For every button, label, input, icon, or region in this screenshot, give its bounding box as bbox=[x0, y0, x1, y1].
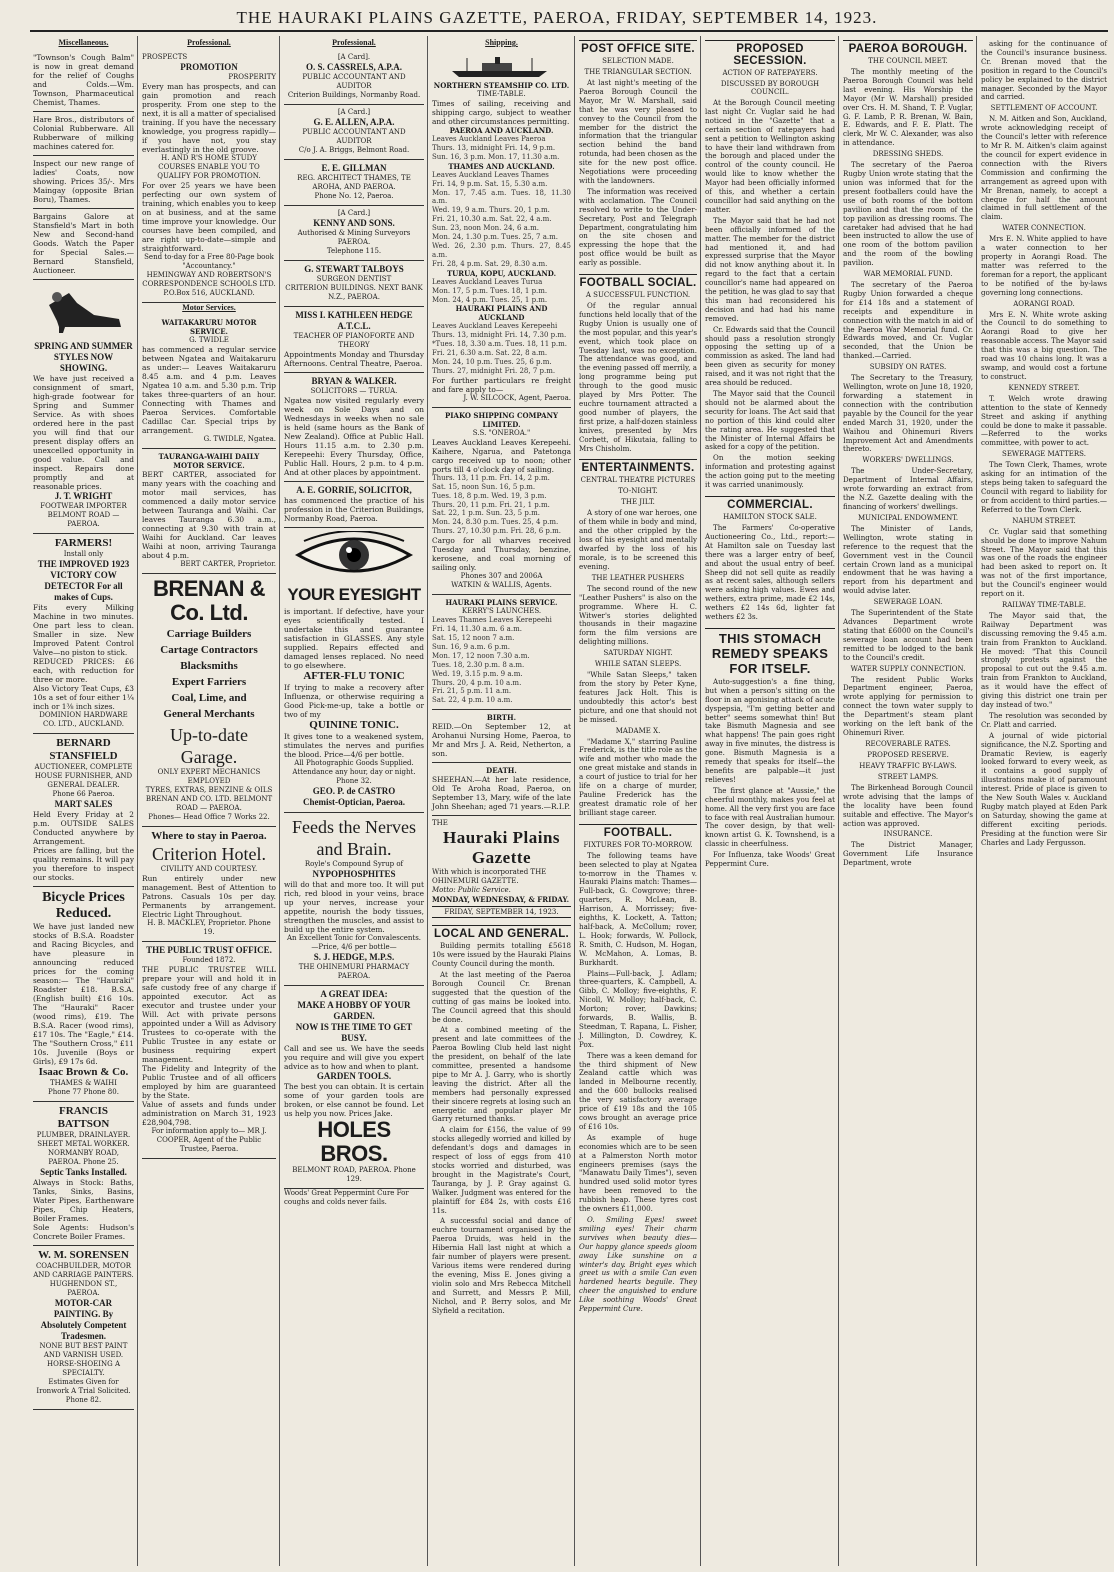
further: For further particulars re freight and fare apply to— bbox=[432, 375, 571, 394]
ad-horseshoeing: HORSE-SHOEING A SPECIALTY. bbox=[46, 1360, 121, 1377]
column-rule bbox=[838, 36, 839, 1566]
article-paragraph: The Secretary to the Treasury, Wellington, wrote on June 18, 1920, forwarding a statement in connection with the contribution payable by the Council for the year ended March 31, 1920, under the Waihou and Ohinemuri Rivers Improvement Act and Amendments thereto. bbox=[843, 373, 973, 454]
subhead: SEWERAGE MATTERS. bbox=[1002, 450, 1086, 459]
ad-isaac-sub: THAMES & WAIHI bbox=[49, 1079, 118, 1087]
subhead: STREET LAMPS. bbox=[877, 772, 939, 781]
ad-kenny-sub: Authorised & Mining Surveyors PAEROA. bbox=[297, 229, 411, 246]
local-general-title: LOCAL AND GENERAL. bbox=[432, 925, 571, 942]
article-paragraph: The Farmers' Co-operative Auctioneering Co., Ltd., report:— At Hamilton sale on Tuesday last there was a larger entry of beef, and about the usual entry of beef. Sheep did not sell quite as readily as at recent sales, although sellers were asking high values. Ewes and wethers, extra prime, made £2 14s, wethers £2 14s 6d, lighter fat wethers £2 3s. bbox=[705, 522, 835, 622]
ad-estimates: Estimates Given for Ironwork A Trial Solicited. bbox=[36, 1378, 131, 1395]
article-paragraph: The Superintendent of the State Advances Department wrote stating that £6000 on the Council's sewerage loan account had been remitted to be lodged to the bank to the Council's credit. bbox=[843, 608, 973, 662]
subhead: AORANGI ROAD. bbox=[1013, 299, 1075, 308]
ad-hobby: MAKE A HOBBY OF YOUR GARDEN. bbox=[297, 1000, 411, 1021]
ad-battson-name: FRANCIS BATTSON bbox=[57, 1105, 110, 1130]
secession-sub: ACTION OF RATEPAYERS. bbox=[722, 69, 818, 77]
ad-holes-addr: BELMONT ROAD, PAEROA. Phone 129. bbox=[292, 1166, 416, 1183]
ad-allen: G. E. ALLEN, A.P.A. bbox=[313, 117, 395, 127]
brenan-line: Expert Farriers bbox=[171, 676, 247, 688]
post-office-tri: THE TRIANGULAR SECTION. bbox=[584, 68, 692, 76]
timetable-note: Times of sailing, receiving and shipping cargo, subject to weather and other circumstances permitting. bbox=[432, 99, 571, 126]
ad-waitakaruru: WAITAKARURU MOTOR SERVICE. bbox=[161, 318, 257, 336]
column-rule bbox=[279, 36, 280, 1566]
article-paragraph: Mrs E. N. White wrote asking the Council to do something to Aorangi Road to give her reasonable access. The Mayor said that this was a big question. The road was 10 chains long. It was a swamp, and would cost a fortune to construct. bbox=[981, 309, 1107, 381]
article-paragraph: A claim for £156, the value of 99 stocks allegedly worried and killed by defendant's dogs and damages in respect of loss of eggs from 410 stocks worried and disturbed, was brought in the Magistrate's Court, Tauranga, by J. P. Gray against G. Walker. Judgment was entered for the plaintiff for £84 2s, with costs £16 11s. bbox=[432, 1125, 571, 1215]
ad-bryan-sub: SOLICITORS — TURUA. bbox=[310, 387, 398, 395]
section-heading: Motor Services. bbox=[182, 303, 236, 312]
ad-nowtime: NOW IS THE TIME TO GET BUSY. bbox=[295, 1022, 413, 1043]
borough-title: PAEROA BOROUGH. bbox=[843, 40, 973, 57]
ad-townson: "Townson's Cough Balm" is now in great demand for the relief of Coughs and Colds.—Wm. Townson, Pharmaceutical Chemist, Thames. bbox=[33, 53, 134, 107]
subhead: RECOVERABLE RATES. bbox=[865, 739, 951, 748]
brenan-line: Cartage Contractors bbox=[160, 644, 258, 656]
subhead: WORKERS' DWELLINGS. bbox=[862, 456, 954, 465]
ad-battson-sub: PLUMBER, DRAINLAYER. SHEET METAL WORKER. bbox=[36, 1131, 131, 1148]
secession-discussed: DISCUSSED BY BOROUGH COUNCIL. bbox=[720, 80, 820, 96]
ad-tools: GARDEN TOOLS. bbox=[316, 1071, 392, 1081]
page-masthead: THE HAURAKI PLAINS GAZETTE, PAEROA, FRIDAY, SEPTEMBER 14, 1923. bbox=[236, 8, 878, 27]
secession-title: PROPOSED SECESSION. bbox=[705, 40, 835, 69]
ad-photo: All Photographic Goods Supplied. bbox=[294, 759, 414, 767]
ad-assets: Value of assets and funds under administration on March 31, 1923 £28,904,798. bbox=[142, 1100, 276, 1127]
ad-sole-agents: Sole Agents: Hudson's Concrete Boiler Frames. bbox=[33, 1223, 134, 1241]
brenan-line: Carriage Builders bbox=[166, 628, 252, 640]
subhead: HEAVY TRAFFIC BY-LAWS. bbox=[859, 761, 957, 770]
ad-brenan-phones: Phones— Head Office 7 Works 22. bbox=[148, 813, 270, 821]
ad-hr-title: H. AND R'S HOME STUDY COURSES ENABLE YOU TO QUALIFY FOR PROMOTION. bbox=[157, 154, 261, 180]
ad-woods: Woods' Great Peppermint Cure For coughs and colds never fails. bbox=[284, 1189, 409, 1206]
satan: WHILE SATAN SLEEPS. bbox=[594, 660, 682, 669]
ad-wright-sub: FOOTWEAR IMPORTER bbox=[40, 502, 127, 510]
death-body: SHEEHAN.—At her late residence, Old Te Aroha Road, Paeroa, on September 13, Mary, wife of the late John Sheehan; aged 71 years.—R.I.P. bbox=[432, 775, 571, 812]
ad-gillman: E. E. GILLMAN bbox=[321, 163, 387, 173]
article-paragraph: Building permits totalling £5618 10s were issued by the Hauraki Plains County Council during the month. bbox=[432, 941, 571, 969]
commercial-title: COMMERCIAL. bbox=[705, 496, 835, 513]
ad-gorrie-body: has commenced the practice of his profession in the Criterion Buildings, Normanby Road, Paeroa. bbox=[284, 496, 424, 523]
ad-twidle: G. TWIDLE bbox=[189, 336, 229, 344]
ad-great: A GREAT IDEA: bbox=[320, 989, 388, 999]
tonight: TO-NIGHT. bbox=[618, 487, 658, 496]
central-theatre: CENTRAL THEATRE PICTURES bbox=[580, 476, 696, 485]
subhead: SETTLEMENT OF ACCOUNT. bbox=[990, 104, 1098, 113]
article-paragraph: As example of huge economies which are to be seen at a Palmerston North motor engineers premises (says the "Manawatu Daily Times"), seven hundred used solid motor tyres have been removed to the rubbish heap. These tyres cost the owners £11,000. bbox=[579, 1132, 697, 1214]
article-paragraph: For Influenza, take Woods' Great Peppermint Cure. bbox=[705, 850, 835, 869]
ad-afterflu-body: If trying to make a recovery after Influenza, or otherwise requiring a Good Pick-me-up, take a bottle or two of my bbox=[284, 683, 424, 719]
ad-tauranga-body: BERT CARTER, associated for many years with the coaching and motor mail services, has commenced a daily motor service between Tauranga and Waihi. Car leaves Tauranga 6.30 a.m., connecting at 9.30 with train at Waihi for Auckland. Car leaves Waihi at noon, arriving Tauranga about 4 p.m. bbox=[142, 470, 276, 560]
route-hauraki: HAURAKI PLAINS AND AUCKLAND bbox=[455, 304, 548, 323]
section-heading: Shipping. bbox=[485, 38, 518, 47]
hamilton: HAMILTON STOCK SALE. bbox=[723, 512, 817, 521]
ad-sorensen-name: W. M. SORENSEN bbox=[38, 1249, 129, 1261]
ad-quinine-body: It gives tone to a weakened system, stimulates the nerves and purifies the blood. Price—4/6 per bottle. bbox=[284, 732, 424, 759]
remedy-title: THIS STOMACH REMEDY SPEAKS FOR ITSELF. bbox=[705, 628, 835, 678]
ad-bert: BERT CARTER, Proprietor. bbox=[180, 560, 276, 568]
hps: HAURAKI PLAINS SERVICE. bbox=[445, 598, 558, 608]
ad-hemingway: HEMINGWAY AND ROBERTSON'S CORRESPONDENCE SCHOOLS LTD. P.O.Box 516, AUCKLAND. bbox=[142, 271, 276, 297]
ad-castro-sub: Chemist-Optician, Paeroa. bbox=[302, 797, 406, 807]
post-office-title: POST OFFICE SITE. bbox=[579, 40, 697, 57]
article-paragraph: Cr. Edwards said that the Council should pass a resolution strongly opposing the setting up of a commission as asked. The land had been given as security for money raised, and it was not right that the area should be reduced. bbox=[705, 324, 835, 388]
ad-quinine: QUININE TONIC. bbox=[309, 719, 399, 731]
ad-isaac-name: Isaac Brown & Co. bbox=[38, 1066, 129, 1078]
section-heading: Miscellaneous. bbox=[58, 38, 109, 47]
article-paragraph: Auto-suggestion's a fine thing, but when a person's sitting on the floor in an agonising attack of acute dyspepsia, "I'm getting better and better" seems somewhat thin! But take Bismuth Magnesia and see what happens! The pain goes right away in five minutes, the distress is gone. Bismuth Magnesia is a remedy that speaks for itself—the benefits are palpable—it just relieves! bbox=[705, 676, 835, 784]
ad-fidelity: The Fidelity and Integrity of the Public Trustee and of all officers employed by him are guaranteed by the State. bbox=[142, 1064, 276, 1100]
ad-brenan-address: BRENAN AND CO. LTD. BELMONT ROAD — PAEROA. bbox=[145, 795, 273, 812]
ad-waitakaruru-body: has commenced a regular service between Ngatea and Waitakaruru as under:— Leaves Waitakaruru 8.45 a.m. and 4 p.m. Leaves Ngatea 10 a.m. and 5.30 p.m. Trip takes three-quarters of an hour. Connecting with Thames and Paeroa Services. Comfortable Cadillac Car. Special trips by arrangement. bbox=[142, 345, 276, 435]
subhead: WAR MEMORIAL FUND. bbox=[863, 270, 953, 279]
ad-hedge: MISS I. KATHLEEN HEDGE A.T.C.L. bbox=[295, 310, 413, 331]
ship-illustration bbox=[432, 55, 571, 79]
ad-wright-address: BELMONT ROAD — PAEROA. bbox=[47, 511, 120, 528]
gazette-date: FRIDAY, SEPTEMBER 14, 1923. bbox=[432, 906, 571, 918]
ad-tools-body: The best you can obtain. It is certain some of your garden tools are broken, or else cannot be found. Let us help you now. Prices Jake. bbox=[284, 1082, 424, 1118]
article-paragraph: asking for the continuance of the Council's insurance business. Cr. Brenan moved that the position in regard to the Council's policy be explained to the district manager. Seconded by the Mayor and carried. bbox=[981, 39, 1107, 102]
column-rule bbox=[427, 36, 428, 1566]
subhead: SEWERAGE LOAN. bbox=[873, 598, 943, 607]
piako-note: Cargo for all wharves received Tuesday and Thursday, benzine, kerosene, and coal morning of sailing only. bbox=[432, 536, 571, 573]
ad-where-stay: Where to stay in Paeroa. bbox=[151, 830, 267, 842]
subhead: NAHUM STREET. bbox=[1012, 516, 1076, 525]
piako-ship: S.S. "ONEROA." bbox=[472, 428, 531, 437]
madame: MADAME X. bbox=[615, 726, 661, 735]
silcock: J. W. SILCOCK, Agent, Paeroa. bbox=[463, 393, 571, 402]
ad-motorcar: MOTOR-CAR PAINTING. By Absolutely Competent Tradesmen. bbox=[40, 1298, 127, 1341]
kerrys: KERRY'S LAUNCHES. bbox=[461, 607, 542, 616]
football-title: FOOTBALL. bbox=[579, 824, 697, 841]
column-professional-1 bbox=[139, 36, 279, 1566]
ad-garage-title: Up-to-date Garage. bbox=[170, 725, 248, 767]
ad-hare: Hare Bros., distributors of Colonial Rubberware. All Rubberware of milking machines catered for. bbox=[33, 115, 134, 151]
article-paragraph: The Birkenhead Borough Council wrote advising that the lamps of the locality have been found suitable and effective. The Mayor's action was approved. bbox=[843, 782, 973, 828]
timetable-lines: Leaves Auckland Leaves Thames Fri. 14, 9 p.m. Sat. 15, 5.30 a.m. Mon. 17, 7.45 a.m. Tues. 18, 11.30 a.m. Wed. 19, 9 a.m. Thurs. 20, 1 p.m. Fri. 21, 10.30 a.m. Sat. 22, 4 a.m. Sun. 23, noon Mon. 24, 6 a.m. Mon. 24, 1.30 p.m. Tues. 25, 7 a.m. Wed. 26, 2.30 p.m. Thurs. 27, 8.45 a.m. Fri. 28, 4 p.m. Sat. 29, 8.30 a.m. bbox=[432, 170, 571, 268]
subhead: WATER SUPPLY CONNECTION. bbox=[850, 664, 966, 673]
article-paragraph: Cr. Vuglar said that something should be done to improve Nahum Street. The Mayor said that this was one of the roads the engineer had been asked to report on. It was not of the first importance, but the Council's engineer would report on it. bbox=[981, 526, 1107, 599]
brenan-line: Coal, Lime, and bbox=[171, 692, 247, 704]
ad-mart-title: MART SALES bbox=[54, 799, 113, 809]
ad-pharmacy: THE OHINEMURI PHARMACY PAEROA. bbox=[298, 963, 410, 980]
masthead-rule bbox=[30, 30, 1108, 32]
subhead: PROPOSED RESERVE. bbox=[867, 750, 949, 759]
column-news-3 bbox=[840, 36, 976, 1566]
subhead: RAILWAY TIME-TABLE. bbox=[1001, 600, 1087, 609]
article-paragraph: "While Satan Sleeps," taken from the story by Peter Kyne, features Jack Holt. This is undoubtedly this actor's best picture, and one that should not be missed. bbox=[579, 670, 697, 724]
ad-call: Call and see us. We have the seeds you require and will give you expert advice as to how and when to plant. bbox=[284, 1044, 424, 1071]
ad-hedge2: S. J. HEDGE, M.P.S. bbox=[313, 952, 395, 962]
ad-trust: THE PUBLIC TRUST OFFICE. bbox=[146, 945, 272, 955]
subhead: SUBSIDY ON RATES. bbox=[869, 363, 947, 372]
article-paragraph: The following teams have been selected to play at Ngatea to-morrow in the Thames v. Hauraki Plains match: Thames—Full-back, G. Cowgrove; three-quarters, R. McLean, B. Harrison, A. Morrissey; five-eighths, K. Lockett, A. Tatton; half-back, A. McCollum; rover, L. Hook; forwards, W. Pollock, R. Smith, C. Hudson, M. Hogan, W. McMahon, A. Lomas, B. Burkhardt. bbox=[579, 850, 697, 967]
article-paragraph: At the Borough Council meeting last night Cr. Vuglar said he had noticed in the "Gazette" that a certain section of ratepayers had sent a petition to Wellington asking to have their land withdrawn from the borough and placed under the control of the county council. He would like to know whether the Mayor had been officially informed of this, and whether a certain councillor had said anything on the matter. bbox=[705, 98, 835, 214]
ad-civility: CIVILITY AND COURTESY. bbox=[160, 865, 258, 873]
ad-prospects: PROSPECTS bbox=[142, 53, 188, 61]
ad-holes: HOLES BROS. bbox=[317, 1117, 391, 1166]
birth-heading: BIRTH. bbox=[486, 713, 517, 723]
timetable-title: TIME-TABLE. bbox=[477, 90, 526, 98]
article-paragraph: The Mayor said that, the Railway Department was discussing removing the 9.45 a.m. train from Frankton to Auckland. He moved: "That this Council strongly protests against the proposal to cut out the 9.45 a.m. train from Frankton to Auckland, as it would have the effect of giving this district one train per day instead of two." bbox=[981, 610, 1107, 709]
ad-twidle-sign: G. TWIDLE, Ngatea. bbox=[203, 435, 276, 443]
article-paragraph: The monthly meeting of the Paeroa Borough Council was held last evening. His Worship the Mayor (Mr W. Marshall) presided over Crs. H. M. Shand, T. P. Vuglar, G. F. Lamb, P. R. Brenan, W. Bain, E. Edwards, and F. E. Platt. The clerk, Mr W. C. Alexander, was also in attendance. bbox=[843, 67, 973, 148]
ad-talboys-addr: CRITERION BUILDINGS. NEXT BANK N.Z., PAEROA. bbox=[285, 284, 423, 301]
ad-stansfield-sub: AUCTIONEER, COMPLETE HOUSE FURNISHER, AND GENERAL DEALER. bbox=[34, 763, 133, 789]
article-paragraph: The secretary of the Paeroa Rugby Union forwarded a cheque for £14 18s and a statement of receipts and expenditure in connection with the match in aid of the Paeroa War Memorial fund. Cr. Edwards moved, and Cr. Vuglar seconded, that the Union be thanked.—Carried. bbox=[843, 280, 973, 361]
gazette-motto: Motto: Public Service. bbox=[432, 886, 511, 895]
piako-body: Leaves Auckland Leaves Kerepeehi. Kaihere, Ngarua, and Patetonga cargo received up to noon; other ports till 4 o'clock day of sailing. bbox=[432, 437, 571, 474]
card-tag: [A Card.] bbox=[337, 108, 371, 116]
ad-royle-body: will do that and more too. It will put rich, red blood in your veins, brace up your nerves, increase your appetite, nourish the body tissues, strengthen the muscles, and assist to build up the entire system. bbox=[284, 880, 424, 934]
column-news-1 bbox=[576, 36, 700, 1566]
ad-bicycle-body: We have just landed new stocks of B.S.A. Roadster and Racing Bicycles, and have pleasure in announcing reduced prices for the coming season:— The "Hauraki" Roadster £18. B.S.A. (English built) £16 10s. The "Hauraki" Racer (wood rims), £19. The B.S.A. Racer (wood rims), £17 10s. The "Eagle," £14. The "Southern Cross," £11 10s. Juvenile (Boys or Girls), £9 17s 6d. bbox=[33, 922, 134, 1066]
article-paragraph: The District Manager, Government Life Insurance Department, wrote bbox=[843, 840, 973, 868]
ad-afterflu: AFTER-FLU TONIC bbox=[303, 670, 405, 682]
article-paragraph: The secretary of the Paeroa Rugby Union wrote stating that the union was informed that for the present footballers could have the use of both rooms of the bottom pavilion and that the room of the top pavilion as dressing rooms. The caretaker had advised that he had been instructed to allow the use of one room of the bottom pavilion and the room of the bowling pavilion. bbox=[843, 160, 973, 268]
ad-hedge-sub: TEACHER OF PIANOFORTE AND THEORY bbox=[293, 332, 415, 349]
ad-farmers-title: FARMERS! bbox=[54, 537, 113, 549]
column-professional-2 bbox=[281, 36, 427, 1566]
ad-farmers-prices: REDUCED PRICES: £6 each, with reduction for three or more. bbox=[33, 657, 134, 684]
borough-sub: THE COUNCIL MEET. bbox=[868, 57, 948, 65]
ad-talboys: G. STEWART TALBOYS bbox=[304, 264, 404, 274]
timetable-lines: Leaves Thames Leaves Kerepeehi Fri. 14, 11.30 a.m. 6 a.m. Sat. 15, 12 noon 7 a.m. Sun. 16, 9 a.m. 6 p.m. Mon. 17, 12 noon 7.30 a.m. Tues. 18, 2.30 p.m. 8 a.m. Wed. 19, 3.15 p.m. 9 a.m. Thurs. 20, 4 p.m. 10 a.m. Fri. 21, 5 p.m. 11 a.m. Sat. 22, 4 p.m. 10 a.m. bbox=[432, 616, 552, 705]
leather: THE LEATHER PUSHERS bbox=[591, 573, 685, 582]
gazette-title: Hauraki Plains Gazette bbox=[442, 828, 561, 868]
ad-kenny: KENNY AND SONS. bbox=[313, 218, 395, 228]
column-rule bbox=[976, 36, 977, 1566]
football-social-title: FOOTBALL SOCIAL. bbox=[579, 274, 697, 291]
article-paragraph: A successful social and dance of euchre tournament organised by the Paeroa Druids, was held in the Hibernia Hall last night at which a fair number of players were present. Various items were rendered during the evening, Miss E. Jones giving a violin solo and Mrs Rebecca Mitchell and Surrett, and Messrs P. Mill, Nichol, and P. Berry solos, and Mr Slyfield a recitation. bbox=[432, 1216, 571, 1315]
ad-eyesight-body: is important. If defective, have your eyes scientifically tested. I undertake this and guarantee satisfaction in GLASSES. Any style supplied. Repairs effected and damaged lenses replaced. No need to go elsewhere. bbox=[284, 607, 424, 670]
gazette-days: MONDAY, WEDNESDAY, & FRIDAY. bbox=[432, 895, 570, 905]
subhead: MUNICIPAL ENDOWMENT. bbox=[857, 513, 959, 522]
ad-stansfield-sale: Bargains Galore at Stansfield's Mart in both New and Second-hand Goods. Watch the Paper for Special Sales.—Bernard Stansfield, Auctioneer. bbox=[33, 212, 134, 275]
ad-gillman-sub: REG. ARCHITECT THAMES, TE AROHA, AND PAEROA. bbox=[297, 174, 411, 191]
ad-brenan-title: BRENAN & Co. Ltd. bbox=[152, 576, 266, 625]
watkin: WATKIN & WALLIS, Agents. bbox=[451, 581, 552, 590]
ad-criterion: Criterion Hotel. bbox=[152, 844, 266, 864]
ad-battson-address: NORMANBY ROAD, PAEROA. Phone 25. bbox=[47, 1149, 119, 1166]
ad-maingay: Inspect our new range of ladies' Coats, now showing. Prices 35/-. Mrs Maingay (opposite Brian Boru), Thames. bbox=[33, 159, 134, 204]
subhead: DRESSING SHEDS. bbox=[872, 150, 944, 159]
piako-company: PIAKO SHIPPING COMPANY LIMITED. bbox=[445, 410, 558, 429]
ad-prices-falling: Prices are falling, but the quality remains. It will pay you therefore to inspect our stocks. bbox=[33, 846, 134, 882]
ad-instock: Always in Stock: Baths, Tanks, Sinks, Basins, Water Pipes, Earthenware Pipes, Chip Heaters, Boiler Frames. bbox=[33, 1178, 134, 1223]
article-paragraph: A story of one war heroes, one of them while in body and mind, and the other crippled by the loss of his eyesight and mentally dwarfed by the loss of his morale, is to be screened this evening. bbox=[579, 508, 697, 571]
ad-prosperity: PROSPERITY bbox=[228, 73, 276, 81]
ad-gorrie: A. E. GORRIE, SOLICITOR, bbox=[296, 485, 412, 495]
ad-cassrels: O. S. CASSRELS, A.P.A. bbox=[306, 62, 402, 72]
ad-allen-addr: C/o J. A. Briggs, Belmont Road. bbox=[298, 146, 410, 154]
death-heading: DEATH. bbox=[486, 766, 517, 776]
column-rule bbox=[137, 36, 138, 1566]
article-paragraph: There was a keen demand for the third shipment of New Zealand cattle which was landed in Melbourne recently, and the 600 bullocks realised the very satisfactory average price of £19 18s and the 105 cows brought an average price of £16 10s. bbox=[579, 1050, 697, 1131]
subhead: INSURANCE. bbox=[883, 830, 933, 839]
card-tag: [A Card.] bbox=[337, 209, 371, 217]
ad-sorensen-sub: COACHBUILDER, MOTOR AND CARRIAGE PAINTERS. HUGHENDON ST., PAEROA. bbox=[33, 1262, 134, 1297]
subhead: WATER CONNECTION. bbox=[1002, 224, 1086, 233]
timetable-lines: Leaves Auckland Leaves Paeroa Thurs. 13, midnight Fri. 14, 9 p.m. Sun. 16, 3 p.m. Mon. 17, 11.30 a.m. bbox=[432, 135, 560, 161]
football-social-sub: A SUCCESSFUL FUNCTION. bbox=[585, 291, 691, 300]
ad-allen-sub: PUBLIC ACCOUNTANT AND AUDITOR bbox=[302, 128, 406, 145]
article-paragraph: The Town Clerk, Thames, wrote asking for an intimation of the steps being taken to safeguard the Council with regard to liability for or from accident to third parties.—Referred to the Town Clerk. bbox=[981, 460, 1107, 514]
timetable-lines: Leaves Auckland Leaves Kerepeehi Thurs. 13, midnight Fri. 14, 7.30 p.m. *Tues. 18, 3.30 a.m. Tues. 18, 11 p.m. Fri. 21, 6.30 a.m. Sat. 22, 8 a.m. Mon. 24, 10 p.m. Tues. 25, 6 p.m. Thurs. 27, midnight Fri. 28, 7 p.m. bbox=[432, 322, 567, 375]
ad-brenan-lines bbox=[142, 628, 276, 721]
ad-bryan: BRYAN & WALKER. bbox=[311, 376, 397, 386]
ad-garage-body: ONLY EXPERT MECHANICS EMPLOYED bbox=[157, 768, 261, 785]
timetable-lines: Thurs. 13, 11 p.m. Fri. 14, 2 p.m. Sat. 15, noon Sun. 16, 5 p.m. Tues. 18, 8 p.m. Wed. 19, 3 p.m. Thurs. 20, 11 p.m. Fri. 21, 1 p.m. Sat. 22, 1 p.m. Sun. 23, 5 p.m. Mon. 24, 8.30 p.m. Tues. 25, 4 p.m. Thurs. 27, 10.30 p.m. Fri. 28, 6 p.m. bbox=[432, 473, 561, 536]
article-paragraph: The Under-Secretary, Department of Internal Affairs, wrote forwarding an extract from the N.Z. Gazette dealing with the financing of workers' dwellings. bbox=[843, 466, 973, 511]
post-office-sub: SELECTION MADE. bbox=[602, 57, 674, 65]
ad-cassrels-sub: PUBLIC ACCOUNTANT AND AUDITOR bbox=[302, 73, 406, 90]
jilt: THE JILT. bbox=[621, 498, 655, 507]
article-paragraph: The Mayor said that he had not been officially informed of the matter. The member for the district had mentioned it, and had expressed surprise that the Mayor did not know anything about it. In regard to the fact that a certain councillor's name had appeared on the petition, he was glad to say that this man had reconsidered his decision and had had his name removed. bbox=[705, 215, 835, 323]
article-paragraph: A journal of wide pictorial significance, the N.Z. Sporting and Dramatic Review, is eagerly looked forward to every week, as it contains a good supply of illustrations make it of paramount interest. Pride of place is given to the New South Wales v. Auckland Rugby match played at Eden Park on Saturday, showing the game at different exciting periods. Presiding at the function were Sir Charles and Lady Fergusson. bbox=[981, 730, 1107, 847]
route-turua: TURUA, KOPU, AUCKLAND. bbox=[446, 268, 557, 278]
ad-eyesight-title: YOUR EYESIGHT bbox=[287, 585, 421, 604]
ad-spring-title: SPRING AND SUMMER STYLES NOW SHOWING. bbox=[34, 341, 133, 373]
shipping-company: NORTHERN STEAMSHIP CO. LTD. bbox=[433, 81, 570, 90]
ad-founded: Founded 1872. bbox=[182, 956, 236, 964]
ad-cooper: For information apply to— MR J. COOPER, Agent of the Public Trustee, Paeroa. bbox=[151, 1127, 267, 1153]
ad-castro: GEO. P. de CASTRO bbox=[312, 786, 396, 796]
entertainments-title: ENTERTAINMENTS. bbox=[579, 459, 697, 476]
article-paragraph: Of the regular annual functions held locally that of the Rugby Union is usually one of the most popular, and this year's event, which took place on Tuesday last, was no exception. The attendance was good, and the evening passed off merrily, a long programme being put through to the good music played by Mrs Potter. The euchre tournament attracted a good number of players, the first prize, a half-dozen stainless knives, presented by Mrs Corbett, of Hikutaia, falling to Mrs Chisholm. bbox=[579, 301, 697, 453]
card-tag: [A Card]. bbox=[337, 53, 371, 61]
saturday: SATURDAY NIGHT. bbox=[603, 649, 673, 658]
ad-stansfield-phone: Phone 66 Paeroa. bbox=[52, 790, 115, 798]
gazette-the: THE bbox=[432, 819, 448, 828]
section-heading: Professional. bbox=[187, 38, 231, 47]
ad-bryan-body: Ngatea now visited regularly every week on Sole Days and on Wednesdays in weeks when no sale is held (same hours as the Bank of New Zealand). Office at Public Hall. Hours 11.15 a.m. to 2.30 p.m. Kerepeehi: Every Thursday, Office, Public Hall. Hours, 2 p.m. to 4 p.m. And at other places by appointment. bbox=[284, 396, 424, 477]
brenan-line: Blacksmiths bbox=[180, 660, 238, 672]
article-paragraph: The resident Public Works Department engineer, Paeroa, wrote applying for permission to connect the town water supply to the Department's steam plant working on the left bank of the Ohinemuri River. bbox=[843, 674, 973, 737]
ad-mackley: H. B. MACKLEY, Proprietor. Phone 19. bbox=[147, 919, 271, 936]
article-paragraph: The information was received with acclamation. The Council resolved to write to the Under-Secretary, Post and Telegraph Department, congratulating him on the site chosen and expressing the hope that the post office would be built as early as possible. bbox=[579, 186, 697, 268]
fixtures: FIXTURES FOR TO-MORROW. bbox=[583, 840, 693, 849]
article-paragraph: Plains—Full-back, J. Adlam; three-quarters, K. Campbell, A. Gibb, C. Molloy; five-eighths, F. Nicoll, W. Molloy; half-back, C. Morton; rover, Dawkins; forwards, B. Wallis, B. Steedman, T. Rapana, L. Fisher, J. Millington, D. Cowdrey, K. Pox. bbox=[579, 968, 697, 1049]
ad-hedge-body: Appointments Monday and Thursday Afternoons. Central Theatre, Paeroa. bbox=[284, 350, 424, 368]
eye-illustration bbox=[284, 531, 424, 583]
article-paragraph: The first glance at "Aussie," the cheerful monthly, makes you feel at home. All the very first you are face to face with real Australian humour. The cover design, by that well-known artist G. K. Townshend, is a classic in cheerfulness. bbox=[705, 785, 835, 849]
ad-phone82: Phone 82. bbox=[65, 1396, 102, 1404]
article-paragraph: The Mayor said that the Council should not be alarmed about the security for loans. The Act said that no portion of this kind could alter the rating area. He suggested that the Minister of Internal Affairs be asked for a copy of the petition. bbox=[705, 389, 835, 452]
article-paragraph: N. M. Aitken and Son, Auckland, wrote acknowledging receipt of the Council's letter with reference to Mr R. M. Aitken's claim against the council for expert evidence in connection with the Rivers Commission and confirming the arrangement as agreed upon with Mr Brenan, namely, to accept a cheque for half the amount claimed in full settlement of the claim. bbox=[981, 114, 1107, 222]
boot-illustration bbox=[33, 283, 134, 341]
ad-nypo: NYPOPHOSPHITES bbox=[312, 869, 396, 879]
article-paragraph: The second round of the new "Leather Pushers" is also on the programme. Where H. C. Witwer's stories delighted thousands in their magazine form the film versions are delighting millions. bbox=[579, 583, 697, 647]
article-paragraph: At a combined meeting of the present and late committees of the Paeroa Bowling Club held last night the president, on behalf of the late committee, presented a handsome pipe to Mr A. J. Garry, who is shortly leaving the district. After all the members had personally expressed their sincere regrets at losing such an energetic and popular player Mr Garry returned thanks. bbox=[432, 1025, 571, 1124]
ad-price2: —Price, 4/6 per bottle— bbox=[311, 943, 397, 951]
brenan-line: General Merchants bbox=[163, 708, 255, 720]
subhead: KENNEDY STREET. bbox=[1008, 383, 1080, 392]
article-paragraph: At last night's meeting of the Paeroa Borough Council the Mayor, Mr W. Marshall, said that he was very pleased to convey to the Council from the member for the district the information that the triangular section behind the band rotunda, had been chosen as the site for the new post office. Negotiations were proceeding with the landowners. bbox=[579, 78, 697, 185]
ad-gillman-phone: Phone No. 12, Paeroa. bbox=[314, 192, 394, 200]
ad-tyres: TYRES, EXTRAS, BENZINE & OILS bbox=[145, 786, 273, 794]
ad-bicycle-title: Bicycle Prices Reduced. bbox=[42, 890, 125, 921]
ad-farmers-body: Fits every Milking Machine in two minutes. One part less to clean. Smaller in size. New Improved Patent Control Valve—no piston to stick. bbox=[33, 603, 134, 657]
ad-feeds: Feeds the Nerves and Brain. bbox=[292, 817, 416, 859]
article-paragraph: T. Welch wrote drawing attention to the state of Kennedy Street and asking if anything could be done to make it passable.—Referred to the works committee, with power to act. bbox=[981, 393, 1107, 448]
ad-septic: Septic Tanks Installed. bbox=[40, 1167, 127, 1177]
article-paragraph: The Minister of Lands, Wellington, wrote stating in reference to the request that the Government vest in the Council certain Crown land as a municipal endowment that he was having a report from his department and would advise later. bbox=[843, 523, 973, 596]
column-news-4 bbox=[978, 36, 1110, 1566]
ad-farmers-install: Install only bbox=[63, 550, 104, 558]
ad-spring-body: We have just received a consignment of smart, high-grade footwear for Spring and Summer Service. As with shoes ordered here in the past you will find that our present display offers an unexcelled opportunity in good value. Call and inspect. Repairs done promptly and at reasonable prices. bbox=[33, 374, 134, 491]
ad-royle: Royle's Compound Syrup of bbox=[304, 860, 404, 868]
route-thames-auckland: THAMES AND AUCKLAND. bbox=[448, 161, 555, 171]
ad-tauranga: TAURANGA-WAIHI DAILY MOTOR SERVICE. bbox=[158, 452, 260, 470]
timetable-lines: Leaves Auckland Leaves Turua Mon. 17, 5 p.m. Tues. 18, 1 p.m. Mon. 24, 4 p.m. Tues. 25, 1 p.m. bbox=[432, 277, 548, 304]
ad-dominion: DOMINION HARDWARE CO. LTD., AUCKLAND. bbox=[39, 711, 128, 728]
birth-body: REID.—On September 12, at Arohanui Nursing Home, Paeroa, to Mr and Mrs J. A. Reid, Netherton, a son. bbox=[432, 722, 571, 759]
ad-farmers-teat: Also Victory Teat Cups, £3 10s a set of four either 1¼ inch or 1⅜ inch sizes. bbox=[33, 684, 134, 711]
ad-attendance: Attendance any hour, day or night. Phone 32. bbox=[292, 768, 416, 785]
ad-nonebut: NONE BUT BEST PAINT AND VARNISH USED. bbox=[39, 1342, 128, 1359]
ad-prospects-body: Every man has prospects, and can gain promotion and reach prosperity. From one step to the next, it is all a matter of specialised training. If you have the necessary knowledge, you progress rapidly—if you have not, you stay everlastingly in the old groove. bbox=[142, 82, 276, 154]
column-shipping bbox=[429, 36, 574, 1566]
gazette-incorp: With which is incorporated THE OHINEMURI GAZETTE. bbox=[432, 868, 547, 886]
ad-farmers-product: THE IMPROVED 1923 VICTORY COW DETECTOR For all makes of Cups. bbox=[37, 559, 130, 602]
ad-wright-name: J. T. WRIGHT bbox=[54, 491, 113, 501]
ad-hr-body: For over 25 years we have been perfecting our own system of training, which enables you to keep on at business, and at the same time improve your knowledge. Our courses have been compiled, and are right up-to-date—simple and straightforward. bbox=[142, 181, 276, 253]
article-paragraph: On the motion seeking information and protesting against the action going put to the meeting it was carried unanimously. bbox=[705, 453, 835, 490]
ad-criterion-body: Run entirely under new management. Best of Attention to Patrons. Casuals 10s per day. Permanents by arrangement. Electric Light Throughout. bbox=[142, 874, 276, 919]
ad-talboys-sub: SURGEON DENTIST bbox=[316, 275, 392, 283]
ad-cassrels-addr: Criterion Buildings, Normanby Road. bbox=[287, 91, 421, 99]
article-paragraph: The resolution was seconded by Cr. Platt and carried. bbox=[981, 710, 1107, 729]
piako-phone: Phones 307 and 2006A bbox=[460, 572, 543, 581]
poem: O. Smiling Eyes! sweet smiling eyes! Their charm survives when beauty dies— Our happy glance speeds gloom away Like sunshine on a winter's day. Bright eyes which greet us with a smile Can even hardened hearts beguile. They cheer the anguished to endure Like soothing Woods' Great Peppermint Cure. bbox=[579, 1214, 697, 1314]
column-miscellaneous bbox=[30, 36, 137, 1566]
article-paragraph: Mrs E. N. White applied to have a water connection to her property in Aorangi Road. The matter was referred to the foreman for a report, the applicant to be notified of the by-laws governing long connections. bbox=[981, 234, 1107, 297]
section-heading: Professional. bbox=[332, 38, 376, 47]
route-paeroa-auckland: PAEROA AND AUCKLAND. bbox=[449, 126, 554, 135]
ad-mart-body: Held Every Friday at 2 p.m. OUTSIDE SALES Conducted anywhere by Arrangement. bbox=[33, 810, 134, 846]
ad-promotion: PROMOTION bbox=[180, 62, 238, 72]
ad-excellent: An Excellent Tonic for Convalescents. bbox=[286, 934, 422, 942]
column-news-2 bbox=[702, 36, 838, 1566]
article-paragraph: At the last meeting of the Paeroa Borough Council Cr. Brenan suggested that the question of the cutting of gas mains be looked into. The Council agreed that this should be done. bbox=[432, 969, 571, 1024]
ad-stansfield-name: BERNARD STANSFIELD bbox=[49, 737, 118, 762]
ad-isaac-phone: Phone 77 Phone 80. bbox=[48, 1088, 119, 1096]
column-rule bbox=[700, 36, 701, 1566]
column-rule bbox=[574, 36, 575, 1566]
article-paragraph: "Madame X," starring Pauline Frederick, is the title role as the wife and mother who made the one great mistake and stands in a court of justice to trial for her life on a charge of murder, Pauline Frederick has the greatest dramatic role of her brilliant stage career. bbox=[579, 736, 697, 817]
ad-kenny-phone: Telephone 115. bbox=[326, 247, 382, 255]
ad-trust-body: THE PUBLIC TRUSTEE WILL prepare your will and hold it in safe custody free of any charge if appointed executor. Act as executor and trustee under your Will. Act with private persons appointed under a Will as Advisory Trustees to co-operate with the Public Trustee in any estate or business requiring expert management. bbox=[142, 965, 276, 1064]
ad-booklet: Send to-day for a Free 80-Page book "Accountancy." bbox=[144, 253, 274, 270]
